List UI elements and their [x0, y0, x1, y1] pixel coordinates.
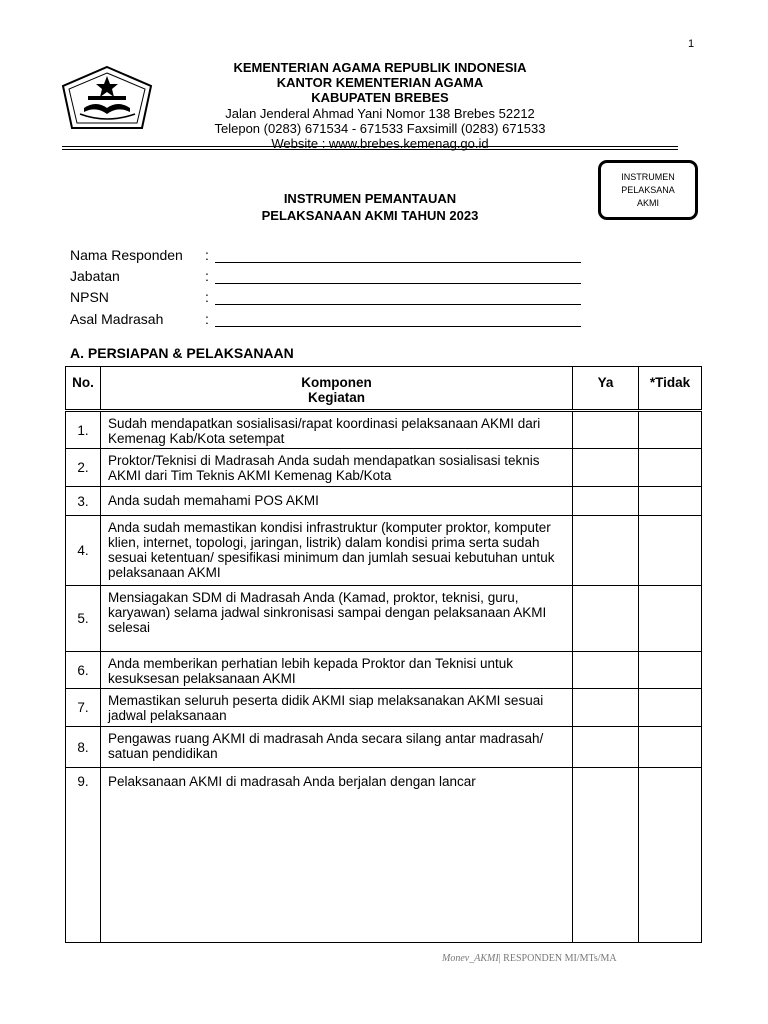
- ya-checkbox-cell[interactable]: [573, 689, 639, 727]
- tidak-checkbox-cell[interactable]: [639, 768, 702, 943]
- field-asal-madrasah: [70, 311, 581, 327]
- table-row: [66, 411, 702, 449]
- row-text: Proktor/Teknisi di Madrasah Anda sudah mendapatkan sosialisasi teknis AKMI dari Tim Teknis AKMI Kemenag Kab/Kota: [101, 449, 573, 487]
- row-text: Anda sudah memahami POS AKMI: [101, 487, 573, 516]
- row-text: Pengawas ruang AKMI di madrasah Anda secara silang antar madrasah/ satuan pendidikan: [101, 727, 573, 768]
- row-text: Pelaksanaan AKMI di madrasah Anda berjalan dengan lancar: [101, 768, 573, 943]
- row-text: Sudah mendapatkan sosialisasi/rapat koordinasi pelaksanaan AKMI dari Kemenag Kab/Kota setempat: [101, 411, 573, 449]
- document-title: [200, 190, 540, 224]
- ya-checkbox-cell[interactable]: [573, 727, 639, 768]
- nama-responden-input-line[interactable]: [215, 248, 581, 263]
- tidak-checkbox-cell[interactable]: [639, 449, 702, 487]
- title-line2: PELAKSANAAN AKMI TAHUN 2023: [261, 208, 479, 223]
- header-divider-thin: [62, 149, 678, 150]
- institution-header: [150, 60, 610, 151]
- row-number: 1.: [66, 411, 101, 449]
- field-colon: :: [205, 289, 209, 305]
- badge-line3: AKMI: [636, 197, 659, 208]
- field-colon: :: [205, 311, 209, 327]
- page-number: 1: [688, 38, 695, 50]
- table-row: [66, 689, 702, 727]
- tidak-checkbox-cell[interactable]: [639, 689, 702, 727]
- section-title: A. PERSIAPAN & PELAKSANAAN: [70, 345, 294, 361]
- row-number: 6.: [66, 652, 101, 689]
- header-line1: KEMENTERIAN AGAMA REPUBLIK INDONESIA: [233, 60, 527, 75]
- table-header-row: [66, 367, 702, 411]
- asal-madrasah-input-line[interactable]: [215, 312, 581, 327]
- npsn-input-line[interactable]: [215, 290, 581, 305]
- row-text: Anda sudah memastikan kondisi infrastruktur (komputer proktor, komputer klien, internet, topologi, jaringan, listrik) dalam kondisi prima serta sudah sesuai ketentuan/ spesifikasi minimum dan jumlah sesuai kebutuhan untuk pelaksanaan AKMI: [101, 516, 573, 586]
- field-colon: :: [205, 247, 209, 263]
- checklist-table: [65, 366, 702, 943]
- header-komponen-line1: Komponen: [301, 375, 372, 390]
- ya-checkbox-cell[interactable]: [573, 449, 639, 487]
- header-no: No.: [66, 367, 101, 411]
- header-phone: Telepon (0283) 671534 - 671533 Faxsimill (0283) 671533: [214, 121, 546, 136]
- field-jabatan: [70, 268, 581, 284]
- field-label: Asal Madrasah: [70, 311, 164, 327]
- kemenag-logo: [60, 64, 155, 132]
- field-npsn: [70, 289, 581, 305]
- field-label: NPSN: [70, 289, 109, 305]
- header-address: Jalan Jenderal Ahmad Yani Nomor 138 Brebes 52212: [225, 106, 535, 121]
- header-komponen-line2: Kegiatan: [307, 390, 365, 405]
- header-ya: Ya: [573, 367, 639, 411]
- header-divider: [62, 146, 678, 147]
- row-text: Memastikan seluruh peserta didik AKMI siap melaksanakan AKMI sesuai jadwal pelaksanaan: [101, 689, 573, 727]
- header-komponen: [101, 367, 573, 411]
- table-row: [66, 727, 702, 768]
- badge-line1: INSTRUMEN: [621, 171, 675, 182]
- ya-checkbox-cell[interactable]: [573, 586, 639, 652]
- table-row: [66, 487, 702, 516]
- field-nama-responden: [70, 247, 581, 263]
- ya-checkbox-cell[interactable]: [573, 652, 639, 689]
- title-line1: INSTRUMEN PEMANTAUAN: [283, 191, 457, 206]
- tidak-checkbox-cell[interactable]: [639, 411, 702, 449]
- row-text: Anda memberikan perhatian lebih kepada Proktor dan Teknisi untuk kesuksesan pelaksanaan AKMI: [101, 652, 573, 689]
- field-colon: :: [205, 268, 209, 284]
- table-row: [66, 449, 702, 487]
- row-number: 2.: [66, 449, 101, 487]
- instrument-badge: [598, 160, 698, 220]
- table-row: [66, 768, 702, 943]
- footer-doc-code: Monev_AKMI: [442, 953, 499, 964]
- ya-checkbox-cell[interactable]: [573, 516, 639, 586]
- row-text: Mensiagakan SDM di Madrasah Anda (Kamad, proktor, teknisi, guru, karyawan) selama jadwal sinkronisasi sampai dengan pelaksanaan AKMI selesai: [101, 586, 573, 652]
- field-label: Jabatan: [70, 268, 120, 284]
- row-number: 9.: [66, 768, 101, 943]
- row-number: 7.: [66, 689, 101, 727]
- page-footer: [442, 953, 617, 964]
- jabatan-input-line[interactable]: [215, 269, 581, 284]
- header-line2: KANTOR KEMENTERIAN AGAMA: [276, 75, 484, 90]
- ya-checkbox-cell[interactable]: [573, 411, 639, 449]
- table-row: [66, 586, 702, 652]
- badge-line2: PELAKSANA: [621, 184, 675, 195]
- field-label: Nama Responden: [70, 247, 183, 263]
- table-row: [66, 652, 702, 689]
- header-line3: KABUPATEN BREBES: [311, 90, 449, 105]
- tidak-checkbox-cell[interactable]: [639, 727, 702, 768]
- table-row: [66, 516, 702, 586]
- tidak-checkbox-cell[interactable]: [639, 487, 702, 516]
- tidak-checkbox-cell[interactable]: [639, 652, 702, 689]
- tidak-checkbox-cell[interactable]: [639, 516, 702, 586]
- footer-respondent: RESPONDEN MI/MTs/MA: [503, 953, 617, 964]
- tidak-checkbox-cell[interactable]: [639, 586, 702, 652]
- ya-checkbox-cell[interactable]: [573, 768, 639, 943]
- ya-checkbox-cell[interactable]: [573, 487, 639, 516]
- footer-separator: |: [498, 953, 504, 964]
- row-number: 4.: [66, 516, 101, 586]
- header-tidak: *Tidak: [639, 367, 702, 411]
- row-number: 3.: [66, 487, 101, 516]
- row-number: 8.: [66, 727, 101, 768]
- header-website: Website : www.brebes.kemenag.go.id: [271, 136, 489, 151]
- row-number: 5.: [66, 586, 101, 652]
